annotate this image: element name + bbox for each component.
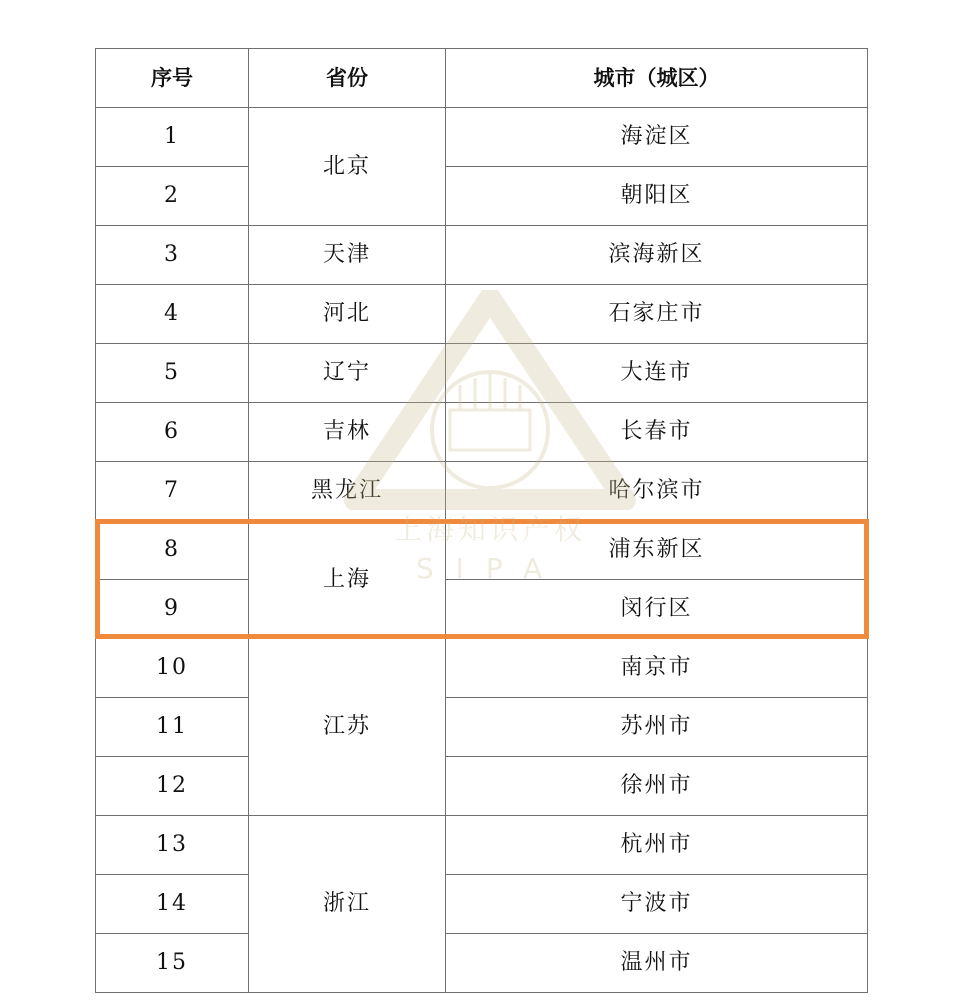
watermark-text-en: SIPA [415,552,565,585]
row-province: 黑龙江 [249,462,446,521]
row-no: 7 [96,462,249,521]
row-no: 8 [96,521,249,580]
row-no: 13 [96,816,249,875]
row-city: 石家庄市 [446,285,868,344]
row-province: 天津 [249,226,446,285]
row-province: 吉林 [249,403,446,462]
table-row [96,875,868,934]
row-no: 10 [96,639,249,698]
row-city: 浦东新区 [446,521,868,580]
row-no: 11 [96,698,249,757]
row-city: 杭州市 [446,816,868,875]
row-city: 徐州市 [446,757,868,816]
row-province: 江苏 [249,639,446,816]
row-no: 4 [96,285,249,344]
header-row [96,49,868,108]
row-no: 12 [96,757,249,816]
table-row-highlighted [96,521,868,580]
row-no: 3 [96,226,249,285]
row-province: 河北 [249,285,446,344]
row-no: 6 [96,403,249,462]
header-no: 序号 [96,49,249,108]
row-no: 1 [96,108,249,167]
watermark-text-cn: 上海知识产权 [393,513,586,546]
table-row [96,403,868,462]
row-province: 上海 [249,521,446,639]
row-province: 浙江 [249,816,446,993]
row-city: 哈尔滨市 [446,462,868,521]
table-row [96,462,868,521]
table-row [96,226,868,285]
row-city: 长春市 [446,403,868,462]
row-city: 滨海新区 [446,226,868,285]
table-row-highlighted [96,580,868,639]
row-city: 南京市 [446,639,868,698]
table-row [96,698,868,757]
row-no: 2 [96,167,249,226]
table-row [96,108,868,167]
row-no: 5 [96,344,249,403]
table-row [96,639,868,698]
row-no: 14 [96,875,249,934]
row-city: 温州市 [446,934,868,993]
row-no: 9 [96,580,249,639]
header-province: 省份 [249,49,446,108]
row-city: 海淀区 [446,108,868,167]
row-province: 北京 [249,108,446,226]
header-city: 城市（城区） [446,49,868,108]
table-row [96,167,868,226]
table-row [96,285,868,344]
row-city: 苏州市 [446,698,868,757]
city-table [95,48,868,993]
table-row [96,344,868,403]
row-city: 朝阳区 [446,167,868,226]
row-city: 大连市 [446,344,868,403]
table-row [96,816,868,875]
row-city: 闵行区 [446,580,868,639]
table-row [96,934,868,993]
row-province: 辽宁 [249,344,446,403]
row-city: 宁波市 [446,875,868,934]
row-no: 15 [96,934,249,993]
table-row [96,757,868,816]
